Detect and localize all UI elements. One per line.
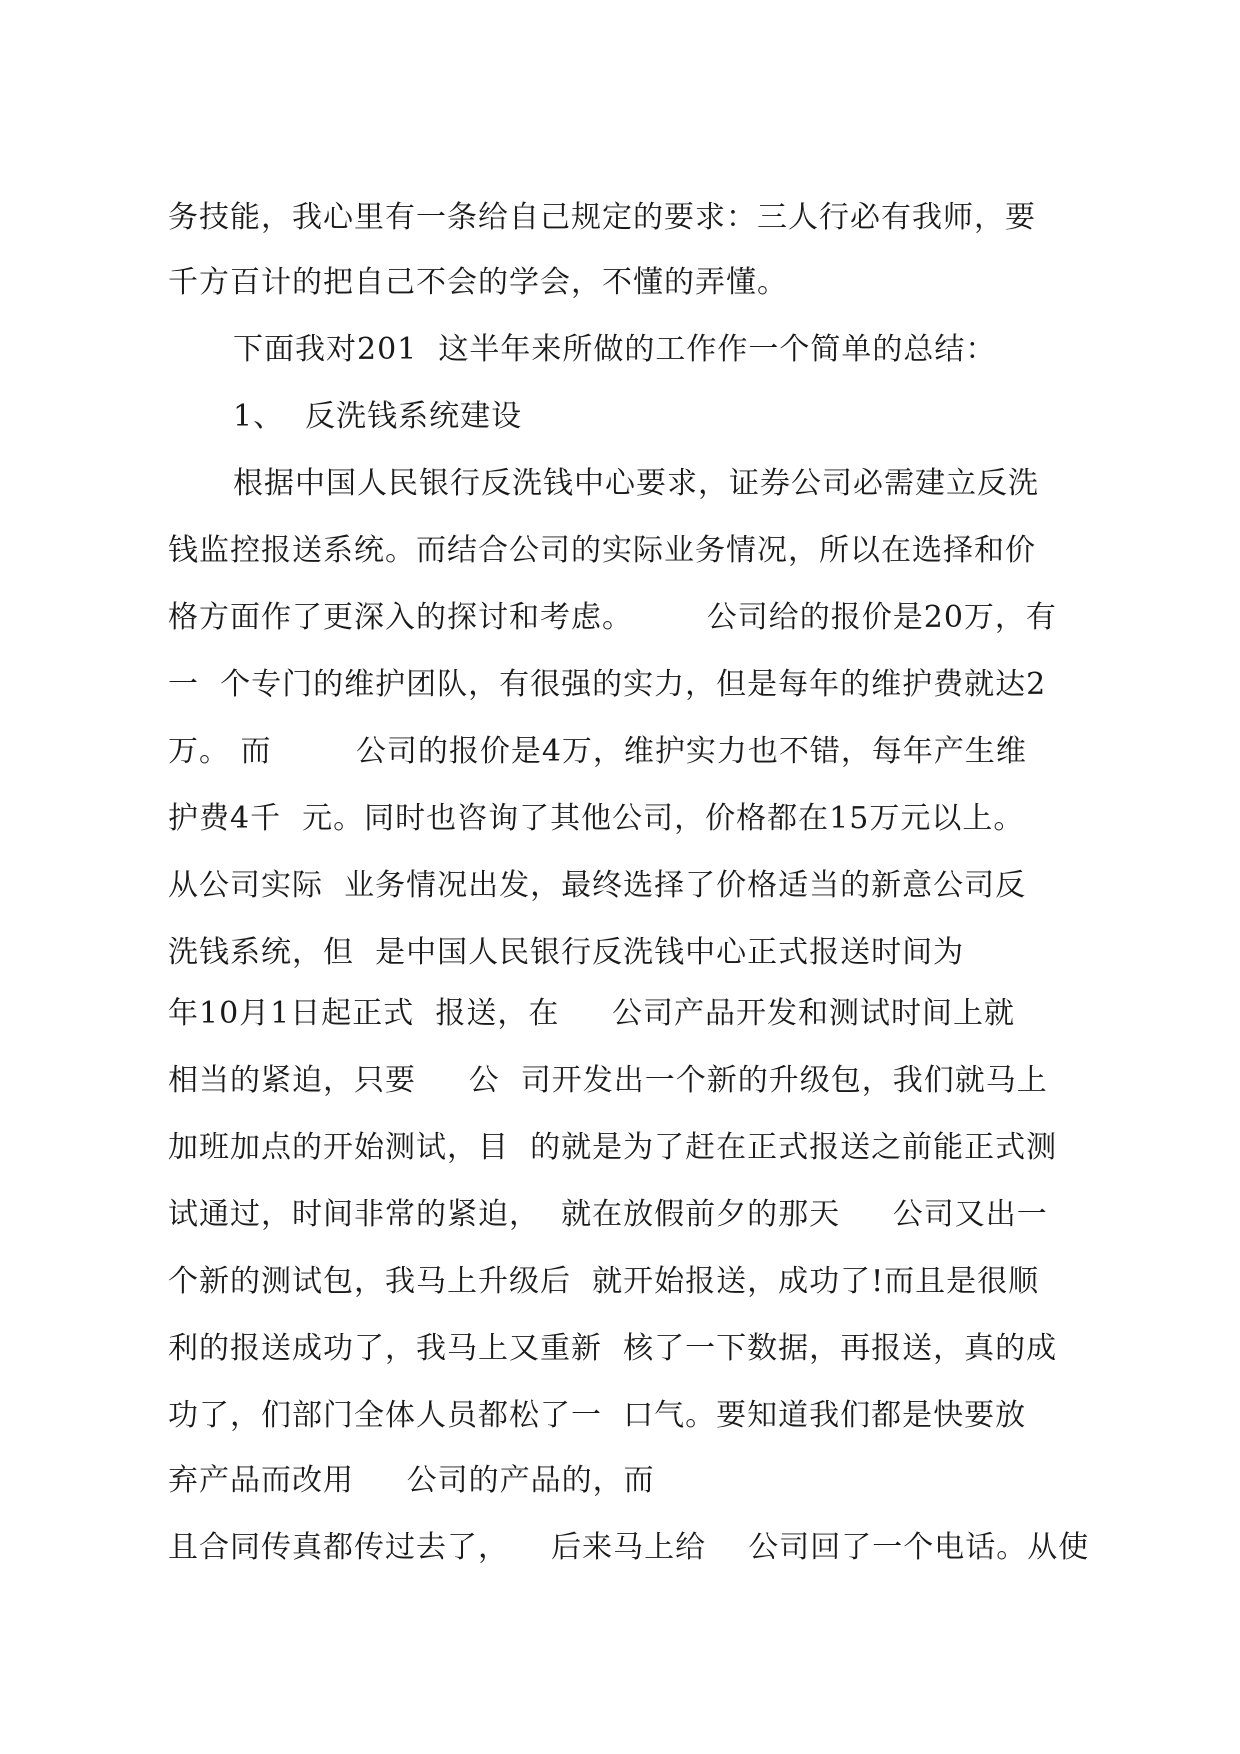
text-line: 根据中国人民银行反洗钱中心要求，证券公司必需建立反洗 bbox=[233, 466, 1039, 501]
text-line: 洗钱系统，但 是中国人民银行反洗钱中心正式报送时间为 bbox=[168, 935, 965, 970]
text-line: 务技能，我心里有一条给自己规定的要求：三人行必有我师，要 bbox=[168, 200, 1036, 235]
text-line: 千方百计的把自己不会的学会，不懂的弄懂。 bbox=[168, 265, 788, 300]
text-line: 格方面作了更深入的探讨和考虑。 公司给的报价是20万，有 bbox=[168, 600, 1057, 635]
text-line: 年10月1日起正式 报送，在 公司产品开发和测试时间上就 bbox=[168, 996, 1016, 1031]
text-line: 功了，们部门全体人员都松了一 口气。要知道我们都是快要放 bbox=[168, 1398, 1027, 1433]
text-line: 利的报送成功了，我马上又重新 核了一下数据，再报送，真的成 bbox=[168, 1331, 1058, 1366]
text-line: 万。 而 公司的报价是4万，维护实力也不错，每年产生维 bbox=[168, 734, 1027, 769]
section-heading: 1、 反洗钱系统建设 bbox=[233, 399, 523, 434]
text-line: 个新的测试包，我马上升级后 就开始报送，成功了!而且是很顺 bbox=[168, 1264, 1040, 1299]
text-line: 加班加点的开始测试，目 的就是为了赶在正式报送之前能正式测 bbox=[168, 1130, 1058, 1165]
text-line: 弃产品而改用 公司的产品的，而 bbox=[168, 1463, 655, 1498]
text-line: 从公司实际 业务情况出发，最终选择了价格适当的新意公司反 bbox=[168, 868, 1027, 903]
text-line: 护费4千 元。同时也咨询了其他公司，价格都在15万元以上。 bbox=[168, 801, 1025, 836]
text-line: 一 个专门的维护团队，有很强的实力，但是每年的维护费就达2 bbox=[168, 667, 1047, 702]
text-line: 且合同传真都传过去了， 后来马上给 公司回了一个电话。从使 bbox=[168, 1530, 1090, 1565]
text-line: 钱监控报送系统。而结合公司的实际业务情况，所以在选择和价 bbox=[168, 533, 1036, 568]
text-line: 下面我对201 这半年来所做的工作作一个简单的总结： bbox=[233, 332, 997, 367]
text-line: 相当的紧迫，只要 公 司开发出一个新的升级包，我们就马上 bbox=[168, 1063, 1048, 1098]
text-line: 试通过，时间非常的紧迫， 就在放假前夕的那天 公司又出一 bbox=[168, 1197, 1048, 1232]
